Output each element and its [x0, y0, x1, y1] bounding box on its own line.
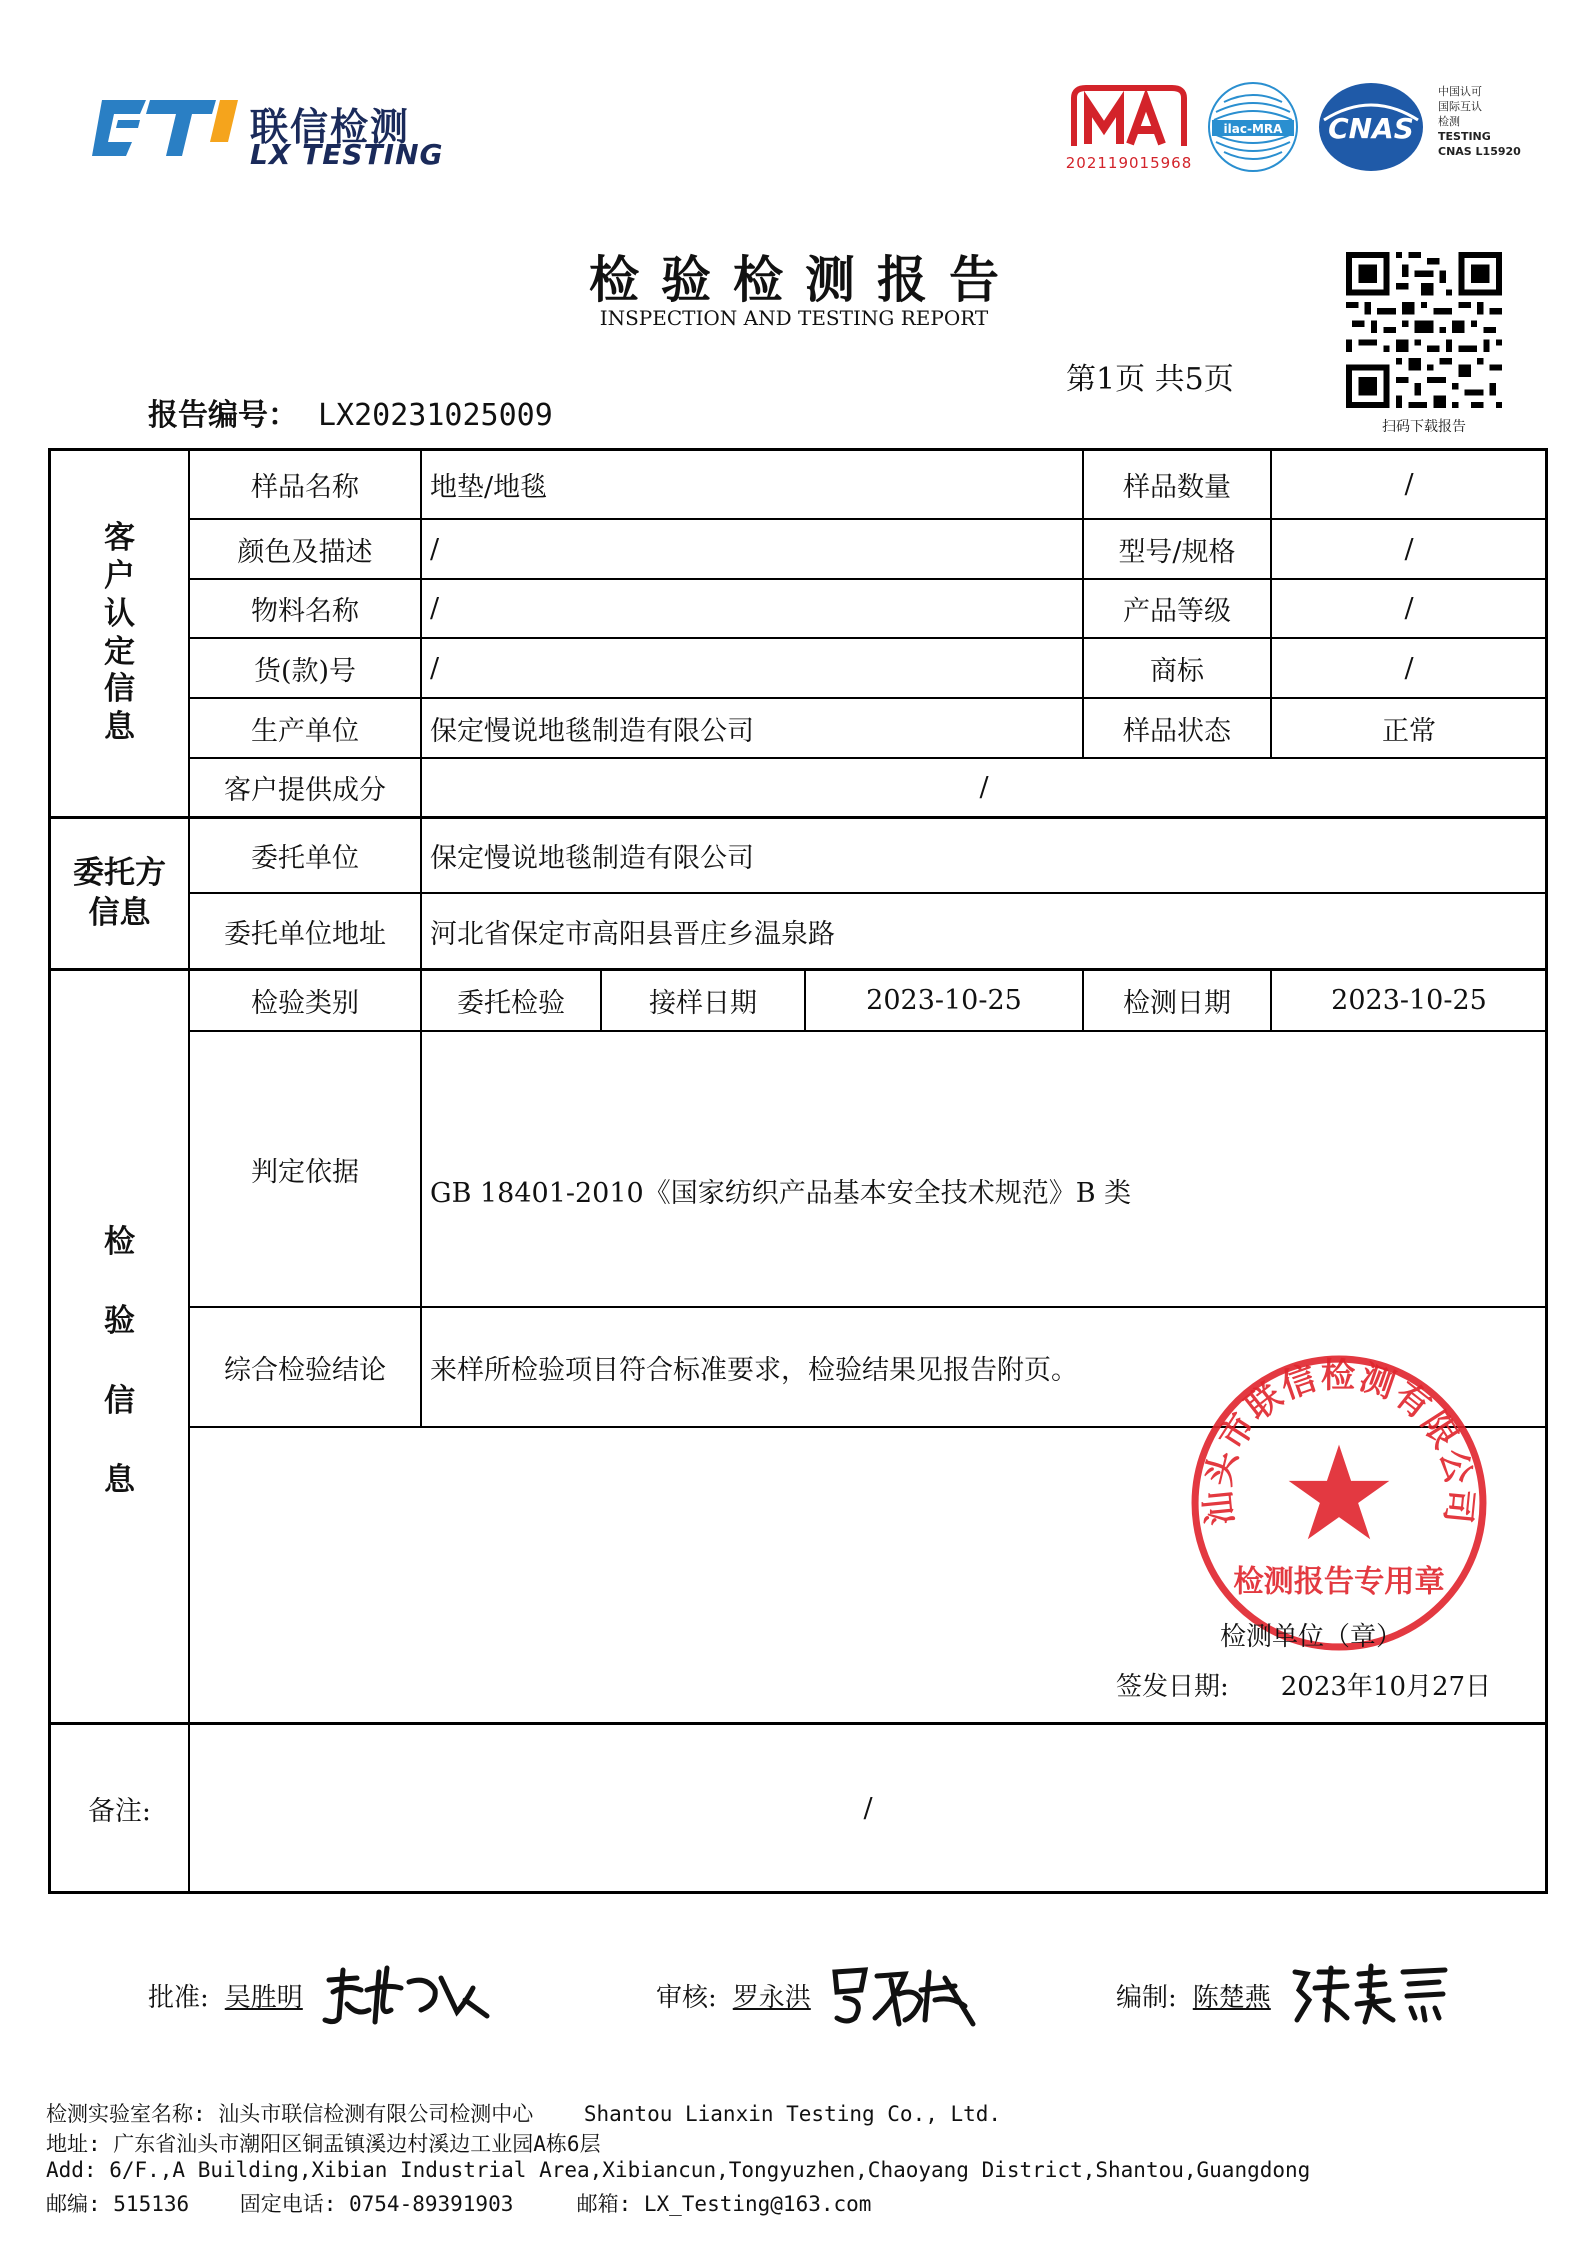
cnas-icon	[1316, 80, 1426, 174]
footer-contact: 邮编: 515136 固定电话: 0754-89391903 邮箱: LX_Testing@163.com	[46, 2192, 872, 2216]
sample-name-label: 样品名称	[251, 471, 359, 503]
report-title: 检验检测报告	[589, 250, 1021, 309]
item-no-value: /	[430, 652, 440, 684]
handwritten-signature-icon	[825, 1960, 985, 2030]
conclusion-label: 综合检验结论	[224, 1354, 386, 1386]
lti-logo-icon	[88, 92, 240, 164]
report-number-value: LX20231025009	[318, 398, 553, 433]
footer-address-cn: 地址: 广东省汕头市潮阳区铜盂镇溪边村溪边工业园A栋6层	[46, 2132, 601, 2156]
svg-text:检测报告专用章: 检测报告专用章	[1233, 1564, 1445, 1600]
model-label: 型号/规格	[1118, 536, 1236, 568]
test-date-label: 检测日期	[1123, 988, 1231, 1019]
item-no-label: 货(款)号	[253, 655, 357, 687]
color-label: 颜色及描述	[237, 536, 373, 568]
client-address-value: 河北省保定市高阳县晋庄乡温泉路	[430, 918, 835, 950]
review-name: 罗永洪	[732, 1982, 811, 2013]
sample-qty-value: /	[1404, 468, 1414, 500]
svg-text:CNAS: CNAS	[1328, 112, 1414, 145]
receive-date-value: 2023-10-25	[866, 985, 1022, 1016]
handwritten-signature-icon	[317, 1960, 497, 2030]
official-stamp-icon	[1188, 1352, 1490, 1654]
sample-state-label: 样品状态	[1123, 715, 1231, 747]
cnas-side-text: 中国认可 国际互认 检测 TESTING CNAS L15920	[1438, 85, 1521, 158]
footer-lab-name: 检测实验室名称: 汕头市联信检测有限公司检测中心 Shantou Lianxin Testing Co., Ltd.	[46, 2102, 1002, 2126]
trademark-label: 商标	[1150, 655, 1204, 687]
client-unit-label: 委托单位	[251, 843, 359, 874]
grade-label: 产品等级	[1123, 596, 1231, 627]
section-customer-info: 客户认定信息	[104, 520, 135, 746]
ilac-mra-icon	[1206, 80, 1300, 174]
composition-label: 客户提供成分	[224, 775, 386, 806]
review-signature: 审核: 罗永洪	[656, 1960, 985, 2030]
logo-text-cn: 联信检测	[250, 105, 411, 149]
manufacturer-label: 生产单位	[251, 715, 359, 747]
page-number: 第1页 共5页	[1066, 362, 1234, 397]
remarks-value: /	[863, 1792, 873, 1824]
cma-code: 202119015968	[1065, 154, 1193, 172]
inspection-type-value: 委托检验	[457, 988, 565, 1019]
client-unit-value: 保定慢说地毯制造有限公司	[430, 843, 754, 874]
cma-mark-icon	[1064, 82, 1194, 154]
approve-name: 吴胜明	[224, 1982, 303, 2013]
composition-value: /	[979, 772, 989, 803]
section-client-info: 委托方信息	[73, 855, 166, 931]
handwritten-signature-icon	[1285, 1960, 1457, 2030]
svg-text:汕头市联信检测有限公司: 汕头市联信检测有限公司	[1198, 1355, 1480, 1528]
remarks-label: 备注:	[87, 1795, 152, 1827]
issue-date-value: 2023年10月27日	[1280, 1672, 1492, 1702]
svg-text:ilac-MRA: ilac-MRA	[1223, 122, 1283, 136]
qr-code-icon[interactable]	[1346, 252, 1502, 408]
grade-value: /	[1404, 593, 1414, 624]
footer-address-en: Add: 6/F.,A Building,Xibian Industrial Area,Xibiancun,Tongyuzhen,Chaoyang District,Shantou,Guangdong	[46, 2158, 1311, 2182]
basis-label: 判定依据	[251, 1156, 359, 1188]
model-value: /	[1404, 533, 1414, 565]
manufacturer-value: 保定慢说地毯制造有限公司	[430, 715, 754, 747]
section-inspection-info: 检验信息	[104, 1224, 135, 1498]
approve-signature: 批准: 吴胜明	[148, 1960, 497, 2030]
prepare-signature: 编制: 陈楚燕	[1116, 1960, 1457, 2030]
inspection-type-label: 检验类别	[251, 988, 359, 1019]
material-value: /	[430, 593, 440, 624]
basis-value: GB 18401-2010《国家纺织产品基本安全技术规范》B 类	[430, 1178, 1132, 1209]
client-address-label: 委托单位地址	[224, 918, 386, 950]
receive-date-label: 接样日期	[649, 988, 757, 1019]
sample-name-value: 地垫/地毯	[430, 471, 548, 503]
issue-date: 签发日期: 2023年10月27日	[1116, 1672, 1492, 1702]
logo-text-en: LX TESTING	[250, 138, 444, 171]
prepare-name: 陈楚燕	[1192, 1982, 1271, 2013]
report-title-en: INSPECTION AND TESTING REPORT	[599, 306, 989, 330]
report-number: 报告编号： LX20231025009	[148, 398, 553, 433]
sample-qty-label: 样品数量	[1123, 471, 1231, 503]
trademark-value: /	[1404, 652, 1414, 684]
stamp-unit-label: 检测单位（章）	[1220, 1622, 1403, 1652]
color-value: /	[430, 533, 440, 565]
company-logo	[88, 92, 448, 172]
test-date-value: 2023-10-25	[1331, 985, 1487, 1016]
sample-state-value: 正常	[1382, 715, 1436, 747]
qr-label: 扫码下载报告	[1382, 419, 1466, 435]
conclusion-value: 来样所检验项目符合标准要求，检验结果见报告附页。	[430, 1355, 1078, 1386]
material-label: 物料名称	[251, 596, 359, 627]
